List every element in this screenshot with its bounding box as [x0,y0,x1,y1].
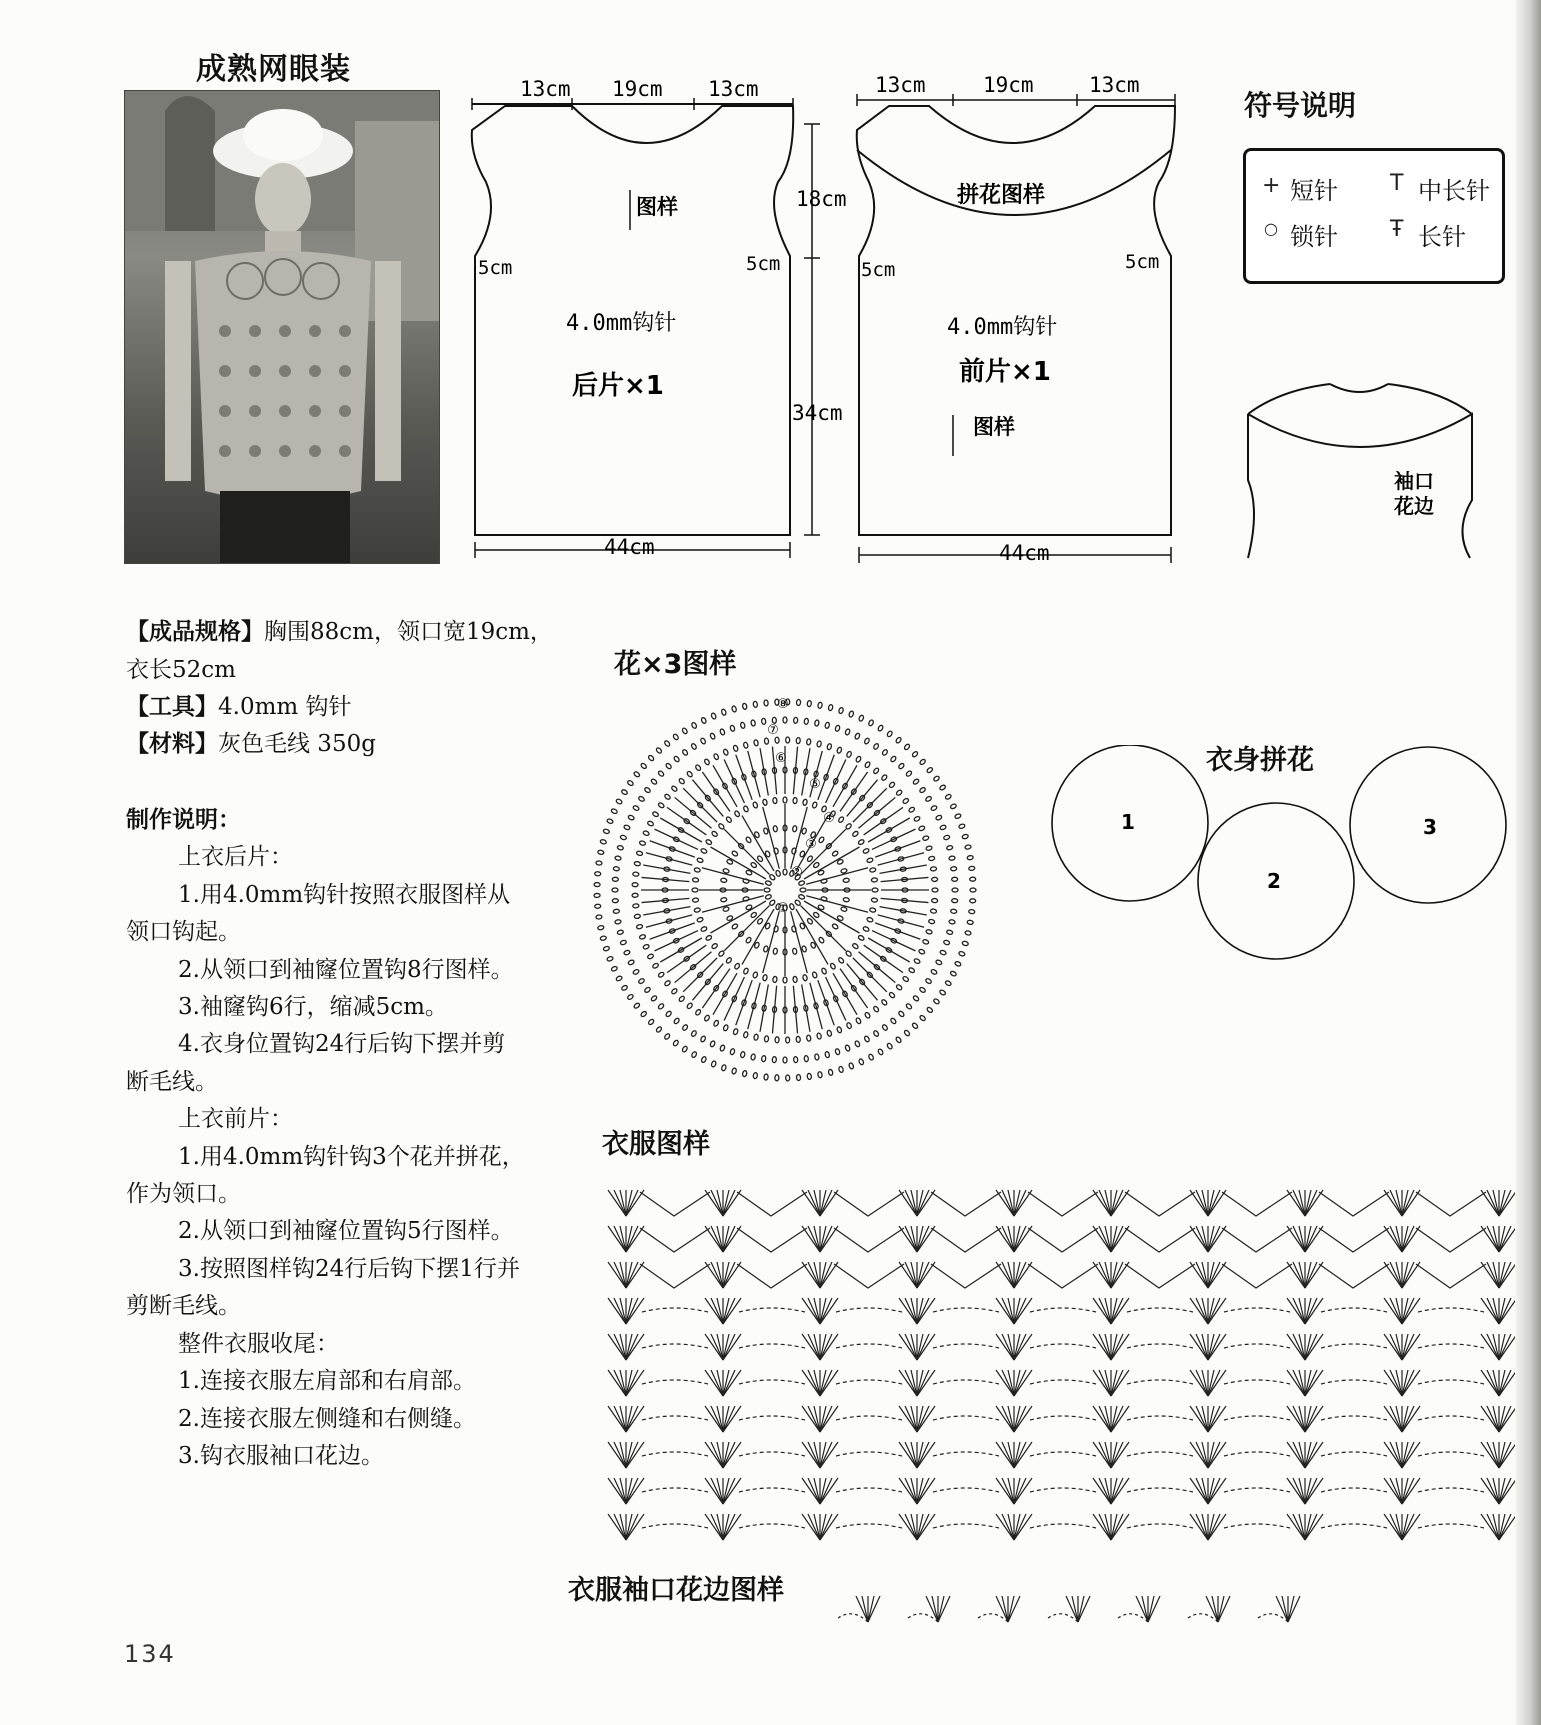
back-pattern-label: 图样 [636,195,678,219]
instruction-line: 2.连接衣服左侧缝和右侧缝。 [178,1405,476,1432]
round-label-1: ① [777,901,789,916]
motif-circle-1: 1 [1121,810,1135,834]
motif-layout-diagram [1040,745,1510,975]
front-left-dec: 5cm [861,259,896,281]
back-dim-mid: 19cm [612,77,663,101]
round-label-2: ② [791,865,803,880]
front-dim-left: 13cm [875,73,926,97]
pattern-title: 成熟网眼装 [196,52,351,87]
instruction-line: 剪断毛线。 [126,1293,241,1320]
instructions [126,802,556,1475]
round-label-7: ⑦ [767,723,779,738]
back-hook-label: 4.0mm钩针 [566,311,677,336]
instruction-line: 1.连接衣服左肩部和右肩部。 [178,1368,476,1395]
round-label-4: ④ [823,811,835,826]
circle-symbol-icon: ○ [1264,219,1278,238]
legend-hdc-label: 中长针 [1418,177,1490,205]
instruction-line: 1.用4.0mm钩针钩3个花并拼花， [178,1143,525,1170]
back-body-height: 34cm [792,401,843,425]
spec-material [126,726,376,763]
instruction-line: 2.从领口到袖窿位置钩5行图样。 [178,1218,514,1245]
sleeve-edge-title: 衣服袖口花边图样 [568,1575,784,1606]
front-piece-diagram [845,70,1185,570]
spec-material-label: 【材料】 [126,731,218,757]
instruction-line: 整件衣服收尾： [178,1330,339,1357]
body-pattern-chart [600,1172,1515,1552]
front-piece-name: 前片×1 [959,357,1051,387]
back-width: 44cm [604,535,655,559]
T-symbol-icon: T [1390,171,1404,196]
spec-material-text: 灰色毛线 350g [218,731,376,757]
back-piece-diagram [460,70,870,570]
instruction-line: 3.钩衣服袖口花边。 [178,1442,384,1469]
spec-tool [126,689,352,726]
spec-size-text: 胸围88cm，领口宽19cm， [264,619,553,645]
round-label-8: ⑧ [777,697,789,712]
back-piece-name: 后片×1 [572,371,664,401]
back-armhole-height: 18cm [796,187,847,211]
front-dim-right: 13cm [1089,73,1140,97]
model-photo [124,90,440,564]
front-hook-label: 4.0mm钩针 [947,315,1058,340]
motif-circle-2: 2 [1267,869,1281,893]
legend-sc-label: 短针 [1290,177,1338,205]
spec-size-label: 【成品规格】 [126,619,264,645]
instruction-line: 上衣后片： [178,844,293,871]
book-binding-shadow [1515,0,1541,1725]
spec-size [126,614,553,651]
crossed-T-symbol-icon: Ŧ [1390,217,1404,242]
legend-dc-label: 长针 [1418,223,1466,251]
front-right-dec: 5cm [1125,251,1160,273]
round-label-5: ⑤ [809,777,821,792]
spec-size-line2: 衣长52cm [126,657,236,683]
instruction-line: 1.用4.0mm钩针按照衣服图样从 [178,881,511,908]
round-label-3: ③ [805,837,817,852]
flower-motif-chart [585,690,985,1090]
front-pattern-label: 图样 [973,415,1015,439]
page-number: 134 [124,1640,176,1668]
instruction-line: 4.衣身位置钩24行后钩下摆并剪 [178,1031,506,1058]
sleeve-label-1: 袖口 [1394,469,1434,493]
back-dim-left: 13cm [520,77,571,101]
motif-circle-3: 3 [1423,815,1437,839]
front-yoke-label: 拼花图样 [957,183,1046,208]
instruction-line: 作为领口。 [126,1181,241,1208]
spec-tool-label: 【工具】 [126,694,218,720]
symbol-legend-title: 符号说明 [1244,89,1357,122]
sleeve-label-2: 花边 [1394,494,1434,518]
body-pattern-title: 衣服图样 [602,1129,710,1160]
front-width: 44cm [999,541,1050,565]
back-dim-right: 13cm [708,77,759,101]
instruction-line: 3.按照图样钩24行后钩下摆1行并 [178,1255,520,1282]
back-right-dec: 5cm [746,253,781,275]
flower-title: 花×3图样 [614,649,737,680]
spec-tool-text: 4.0mm 钩针 [218,694,352,720]
front-dim-mid: 19cm [983,73,1034,97]
instruction-line: 上衣前片： [178,1106,293,1133]
instruction-line: 领口钩起。 [126,919,241,946]
symbol-legend-box [1243,148,1505,284]
instruction-line: 2.从领口到袖窿位置钩8行图样。 [178,956,514,983]
instruction-line: 3.袖窿钩6行，缩减5cm。 [178,994,448,1021]
legend-ch-label: 锁针 [1290,223,1338,251]
instruction-line: 断毛线。 [126,1068,218,1095]
instructions-heading: 制作说明： [126,807,241,833]
plus-symbol-icon: + [1262,173,1281,198]
round-label-6: ⑥ [775,751,787,766]
back-left-dec: 5cm [478,257,513,279]
sleeve-edge-diagram [1240,380,1480,560]
motif-layout-title: 衣身拼花 [1206,745,1314,776]
sleeve-edge-chart [838,1588,1348,1628]
